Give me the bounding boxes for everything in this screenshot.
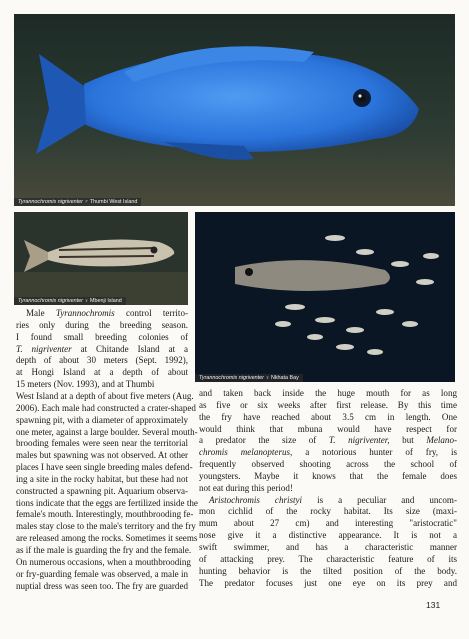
text-column-right — [199, 388, 457, 589]
photo-female-mbenji — [14, 212, 188, 305]
text-line: frequently observed shooting across the school of — [199, 459, 457, 470]
text-line: of attacking prey. The characteristic feature of its — [199, 553, 457, 564]
text-line: Aristochromis christyi is a peculiar and uncom- — [209, 494, 457, 505]
text-line: ries only during the breeding season. — [16, 319, 188, 330]
text-line: places I have seen single breeding males defend- — [16, 462, 193, 473]
text-line: and taken back inside the huge mouth for as long — [199, 388, 457, 398]
text-line: On numerous occasions, when a mouthbrooding — [16, 556, 191, 567]
photo-male-thumbi — [14, 14, 455, 206]
text-line: at Hongi Island at a depth of about — [16, 367, 188, 378]
text-line: nuptial dress was seen too. The fry are guarded — [16, 580, 188, 591]
text-column-left — [16, 308, 188, 391]
text-line: youngsters. Maybe it knows that the female does — [199, 470, 457, 481]
text-line: one meter, against a large boulder. Several mouth- — [16, 426, 198, 437]
photo-female-nkhata-caption: Tyrannochromis nigriventer ♀ Nkhata Bay — [195, 374, 303, 382]
text-line: The predator focuses just one eye on its prey and — [199, 577, 457, 588]
text-line: West Island at a depth of about five meters (Aug. — [16, 391, 194, 401]
text-line: would think that mbuna would have respect for — [199, 423, 457, 434]
text-line: swift swimmer, and has a characteristic manner — [199, 541, 457, 552]
text-line: ing a site in the rocky habitat, but these had not — [16, 473, 188, 484]
text-line: the fry have reached about 3.5 cm in length. One — [199, 411, 457, 422]
text-line: as five or six weeks after first release. By this time — [199, 399, 457, 410]
text-line: hunting behavior is the tilted position of the body. — [199, 565, 457, 576]
text-line: males but spawning was not observed. At other — [16, 450, 188, 461]
text-line: chromis melanopterus, a notorious hunter of fry, is — [199, 447, 458, 458]
text-line: spawning pit, with a diameter of approximately — [16, 414, 188, 425]
text-line: or fry-guarding female was observed, a male in — [16, 568, 188, 579]
text-line: as if the male is guarding the fry and the female. — [16, 544, 192, 555]
text-line: constructed a spawning pit. Aquarium observa- — [16, 485, 188, 496]
photo-female-nkhata — [195, 212, 455, 382]
text-line: 15 meters (Nov. 1993), and at Thumbi — [16, 379, 155, 390]
text-line: mum about 27 cm) and interesting "aristocratic" — [199, 518, 457, 529]
text-line: brooding females were seen near the territorial — [16, 438, 188, 449]
text-line: depth of about 30 meters (Sept. 1992), — [16, 355, 188, 366]
text-line: tions indicate that the eggs are fertilized inside the — [16, 497, 198, 508]
text-line: not eat during this period! — [199, 482, 293, 493]
text-line: mon cichlid of the rocky habitat. Its size (maxi- — [199, 506, 457, 517]
photo-female-mbenji-image — [14, 212, 188, 305]
text-line: nose give it a distinctive appearance. It is not a — [199, 530, 457, 541]
text-line: I found small breeding colonies of — [16, 331, 188, 342]
page-number: 131 — [426, 600, 441, 610]
text-line: T. nigriventer at Chitande Island at a — [16, 343, 188, 354]
photo-male-image — [14, 14, 455, 206]
photo-female-mbenji-caption: Tyrannochromis nigriventer ♀ Mbenji Island — [14, 297, 126, 305]
text-line: a predator the size of T. nigriventer, but Melano- — [199, 435, 457, 446]
text-column-left-wide — [16, 391, 198, 592]
text-line: female's mouth. Interestingly, mouthbrooding fe- — [16, 509, 194, 520]
text-line: 2006). Each male had constructed a crater-shaped — [16, 402, 196, 413]
text-line: are released among the rocks. Sometimes it seems — [16, 533, 198, 544]
photo-male-caption: Tyrannochromis nigriventer ♂ Thumbi West Island — [14, 198, 141, 206]
text-line: males stay close to the male's territory and the fry — [16, 521, 196, 532]
photo-female-nkhata-image — [195, 212, 455, 382]
text-line: Male Tyrannochromis control territo- — [26, 308, 188, 318]
